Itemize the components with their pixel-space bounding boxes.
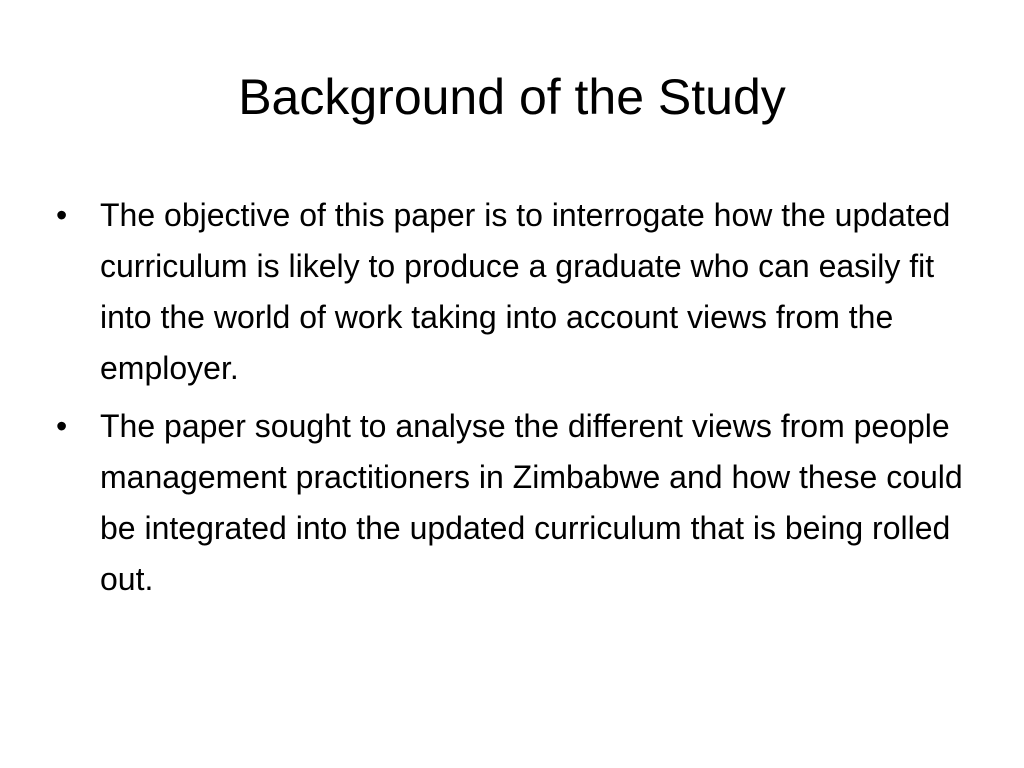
slide-title: Background of the Study xyxy=(238,69,786,125)
bullet-text: The objective of this paper is to interrogate how the updated curriculum is likely to produce a graduate who can easily fit into the world of work taking into account views from the employer. xyxy=(100,197,951,386)
bullet-item xyxy=(56,401,976,605)
bullet-icon: • xyxy=(56,408,68,444)
bullet-list xyxy=(56,190,976,612)
bullet-icon: • xyxy=(56,197,68,233)
bullet-item xyxy=(56,190,976,394)
bullet-text: The paper sought to analyse the different views from people management practitioners in Zimbabwe and how these could be integrated into the updated curriculum that is being rolled out. xyxy=(100,408,963,597)
